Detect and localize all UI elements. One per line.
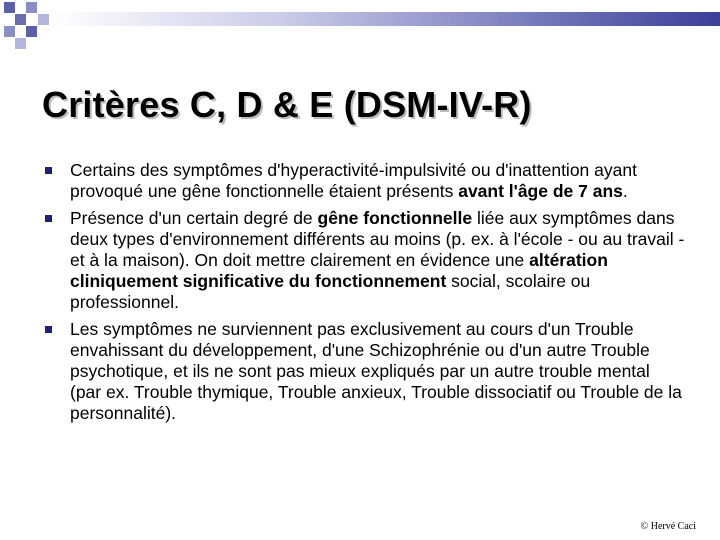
slide-title: Critères C, D & E (DSM-IV-R) xyxy=(42,84,532,125)
deco-square xyxy=(38,14,49,25)
bullet-list xyxy=(45,160,685,430)
bullet-item xyxy=(45,319,685,424)
text-segment: Les symptômes ne surviennent pas exclusivement au cours d'un Trouble envahissant du développement, d'une Schizophrénie ou d'un autre Trouble psychotique, et ils ne sont pas mieux expliqués par un autre trouble mental (par ex. Trouble thymique, Trouble anxieux, Trouble dissociatif ou Trouble de la personnalité). xyxy=(70,319,682,423)
text-segment: Certains des symptômes d'hyperactivité-impulsivité ou d'inattention ayant provoqué une gêne fonctionnelle étaient présents xyxy=(70,160,637,201)
text-segment: social, scolaire ou professionnel. xyxy=(70,271,591,312)
bold-text-segment: altération cliniquement significative du fonctionnement xyxy=(70,250,608,291)
deco-square xyxy=(4,26,15,37)
copyright-notice: © Hervé Caci xyxy=(640,521,696,532)
header-gradient-bar xyxy=(50,12,720,26)
square-bullet-icon xyxy=(45,167,52,174)
bullet-text xyxy=(70,319,682,423)
bold-text-segment: avant l'âge de 7 ans xyxy=(458,181,623,201)
bullet-item xyxy=(45,160,685,202)
bold-text-segment: gêne fonctionnelle xyxy=(317,208,473,228)
deco-square xyxy=(26,2,37,13)
deco-square xyxy=(26,26,37,37)
corner-squares-decoration xyxy=(0,0,60,52)
text-segment: Présence d'un certain degré de xyxy=(70,208,318,228)
text-segment: . xyxy=(622,181,628,201)
deco-square xyxy=(15,14,26,25)
bullet-text xyxy=(70,160,637,201)
deco-square xyxy=(15,38,26,49)
bullet-item xyxy=(45,208,685,313)
bullet-text xyxy=(70,208,684,312)
square-bullet-icon xyxy=(45,215,52,222)
square-bullet-icon xyxy=(45,326,52,333)
text-segment: liée aux symptômes dans deux types d'environnement différents au moins (p. ex. à l'école - ou au travail - et à la maison). On doit mettre clairement en évidence une xyxy=(70,208,685,270)
deco-square xyxy=(4,2,15,13)
